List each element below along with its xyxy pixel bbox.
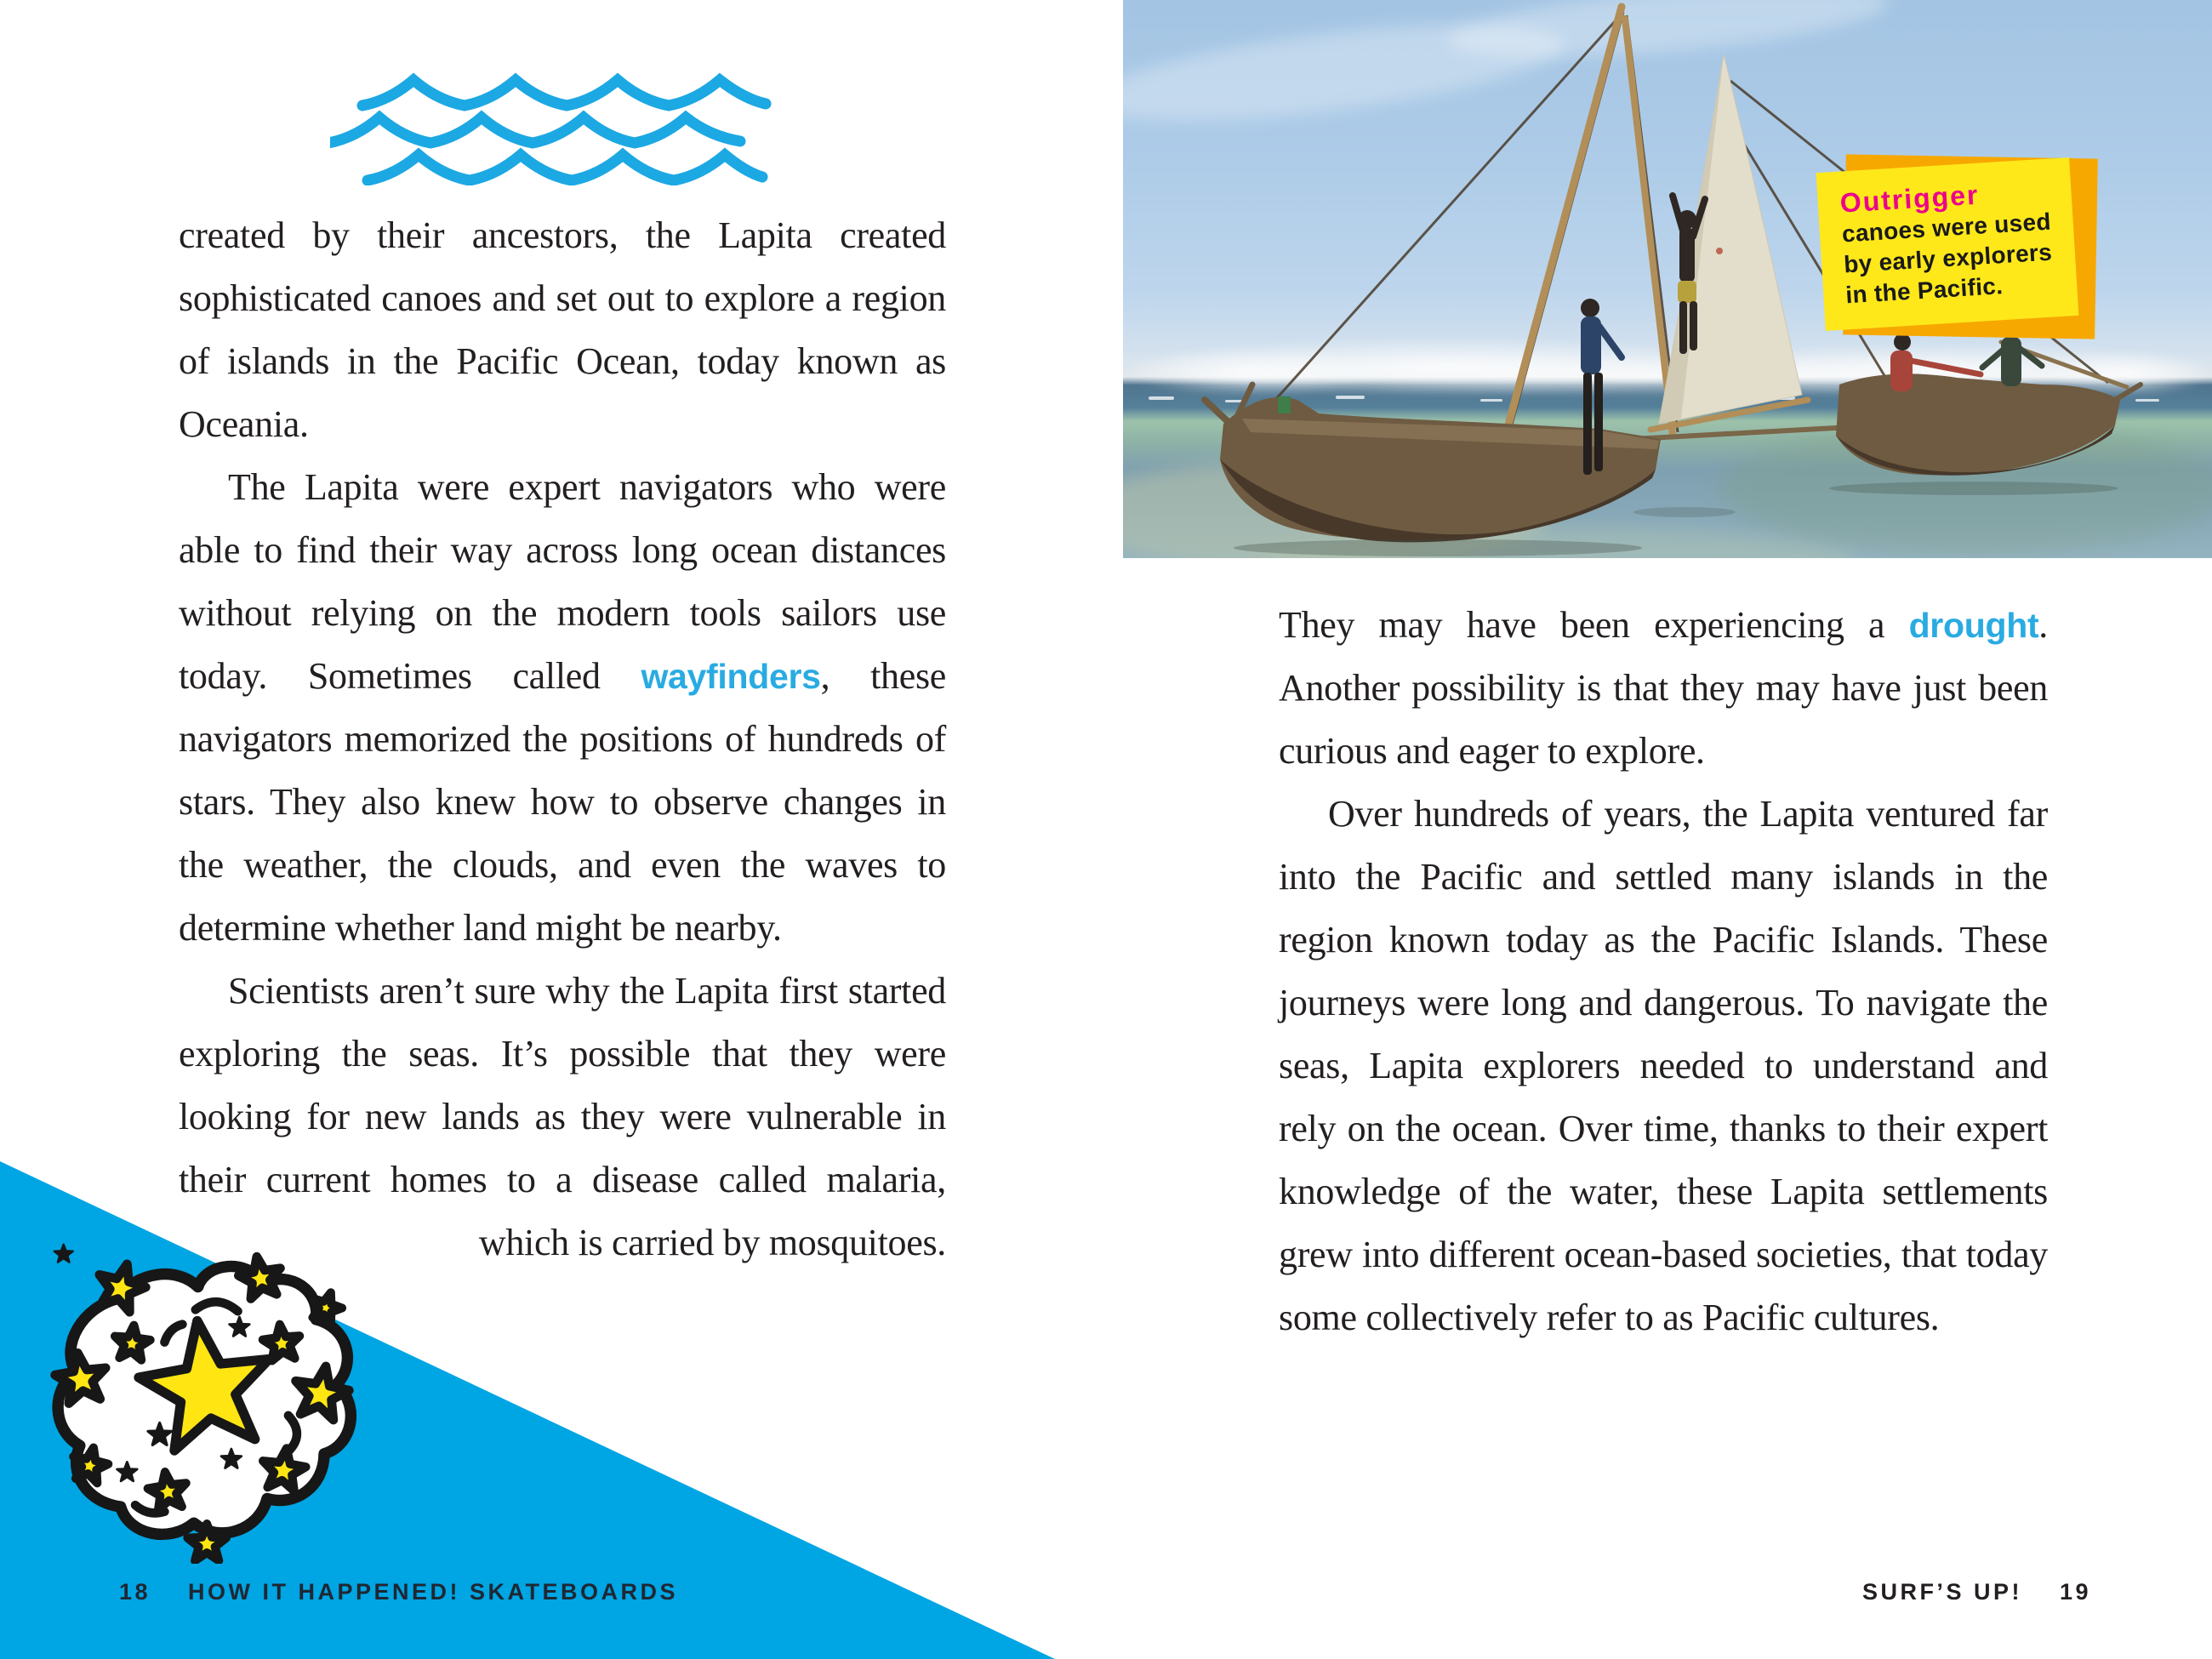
body-text: . Another possibility is that they may have just been curious and eager to explore.	[1279, 604, 2048, 772]
right-page-body-text	[1279, 594, 2048, 1349]
page-number: 18	[119, 1579, 151, 1605]
body-text: The Lapita were expert navigators who were able to find their way across long ocean distances without relying on the modern tools sailors use today. Sometimes called	[179, 466, 946, 697]
note-body: canoes were used by early explorers in the Pacific.	[1841, 208, 2053, 309]
right-text-column	[1279, 594, 2048, 1349]
note-title: Outrigger	[1839, 179, 1981, 219]
left-text-column	[179, 204, 946, 1497]
page-number: 19	[2059, 1579, 2091, 1605]
left-page-footer	[119, 1579, 678, 1605]
body-paragraph	[1279, 783, 2048, 1349]
body-text: Scientists aren’t sure why the Lapita first started exploring the seas. It’s possible that they were looking for new lands as they were vulnerable in their current homes to a disease called malaria, which is carried by mosquitoes.	[179, 970, 946, 1263]
chapter-title: SURF’S UP!	[1861, 1579, 2022, 1605]
photo-caption-note	[1816, 157, 2079, 331]
left-page-body-text	[179, 204, 946, 1274]
glossary-term: drought	[1908, 606, 2039, 645]
book-title: HOW IT HAPPENED! SKATEBOARDS	[188, 1579, 679, 1605]
left-hull	[1205, 385, 1661, 542]
outrigger-hull	[1836, 373, 2141, 475]
glossary-term: wayfinders	[641, 657, 821, 696]
body-paragraph	[179, 456, 946, 960]
wave-icon	[330, 71, 779, 185]
body-text: , these navigators memorized the positions of hundreds of stars. They also knew how to observe changes in the weather, the clouds, and even the waves to determine whether land might be nearby.	[179, 655, 946, 949]
body-text: Over hundreds of years, the Lapita ventured far into the Pacific and settled many islands in the region known today as the Pacific Islands. These journeys were long and dangerous. To navigate the seas, Lapita explorers needed to understand and rely on the ocean. Over time, thanks to their expert knowledge of the water, these Lapita settlements grew into different ocean-based societies, that today some collectively refer to as Pacific cultures.	[1279, 793, 2048, 1338]
body-text: They may have been experiencing a	[1279, 604, 1909, 646]
right-page-footer	[1862, 1579, 2091, 1605]
body-text: created by their ancestors, the Lapita created sophisticated canoes and set out to explore a region of islands in the Pacific Ocean, today known as Oceania.	[179, 214, 946, 445]
body-paragraph	[1279, 594, 2048, 783]
